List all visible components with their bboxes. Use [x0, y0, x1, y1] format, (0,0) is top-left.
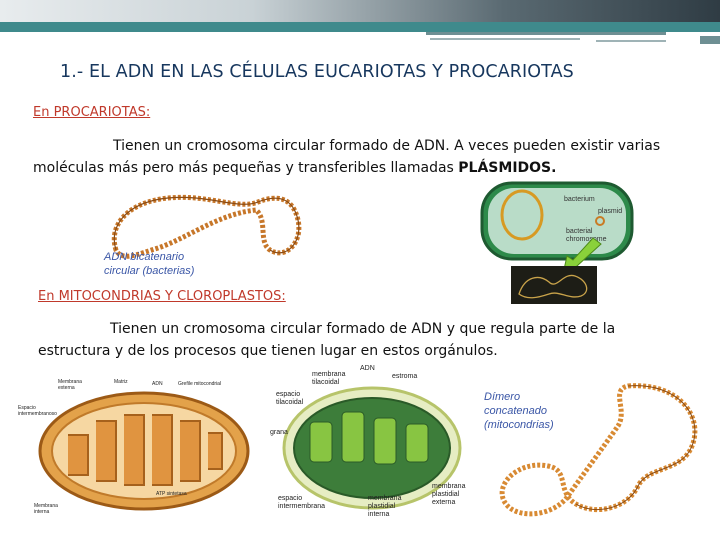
bacterial-dna-label-2: circular (bacterias) — [104, 265, 195, 277]
svg-text:ADN: ADN — [152, 381, 163, 387]
header-gradient — [0, 0, 720, 22]
svg-text:estroma: estroma — [392, 373, 418, 380]
mito-dna-label-1: Dímero — [484, 391, 521, 403]
svg-text:membrana: membrana — [368, 495, 402, 502]
svg-text:plastidial: plastidial — [432, 491, 460, 498]
svg-text:tilacoidal: tilacoidal — [276, 399, 304, 406]
svg-text:intermembranoso: intermembranoso — [18, 411, 57, 417]
section-heading-prokaryotes: En PROCARIOTAS: — [33, 105, 151, 120]
svg-text:Membrana: Membrana — [34, 503, 58, 509]
svg-text:grana: grana — [270, 429, 288, 436]
mito-dna-figure — [478, 376, 714, 526]
svg-text:externa: externa — [58, 385, 75, 391]
mitochondrion-figure — [16, 373, 266, 523]
organelles-text: Tienen un cromosoma circular formado de ADN y que regula parte de la estructura y de los procesos que tienen lugar en estos orgánulos. — [38, 321, 616, 359]
dimer-dna-strand — [576, 386, 695, 510]
svg-text:membrana: membrana — [312, 371, 346, 378]
plasmids-term: PLÁSMIDOS — [458, 160, 552, 176]
slide-header-bar — [0, 0, 720, 24]
chloroplast-figure — [268, 362, 468, 524]
svg-text:espacio: espacio — [276, 391, 301, 398]
chromosome-label-2: chromosome — [566, 236, 607, 243]
svg-text:interna: interna — [34, 509, 50, 515]
svg-text:ATP sintetasa: ATP sintetasa — [156, 491, 187, 497]
prokaryotes-paragraph: Tienen un cromosoma circular formado de ADN. A veces pueden existir varias moléculas más pero más pequeñas y transferibles llamadas PLÁSMIDOS. — [33, 138, 661, 176]
header-teal-band — [0, 22, 720, 32]
header-stripe — [596, 40, 666, 42]
svg-text:Membrana: Membrana — [58, 379, 82, 385]
svg-text:ADN: ADN — [360, 365, 375, 372]
svg-text:interna: interna — [368, 511, 390, 518]
header-stripe — [700, 36, 720, 44]
organelles-paragraph — [38, 318, 678, 362]
svg-text:externa: externa — [432, 499, 456, 506]
prokaryotes-text: Tienen un cromosoma circular formado de ADN. A veces pueden existir varias moléculas más pero más pequeñas y transferibles llamadas — [33, 138, 661, 176]
dna-loop — [114, 197, 299, 256]
svg-text:membrana: membrana — [432, 483, 466, 490]
mito-dna-label-2: concatenado — [484, 405, 547, 417]
plasmid-label: plasmid — [598, 208, 623, 215]
mito-dna-label-3: (mitocondrias) — [484, 419, 554, 431]
svg-text:Grefile mitocondrial: Grefile mitocondrial — [178, 381, 222, 387]
section-heading-organelles: En MITOCONDRIAS Y CLOROPLASTOS: — [38, 289, 286, 304]
svg-text:Matriz: Matriz — [114, 379, 128, 385]
dna-micrograph — [511, 266, 597, 304]
svg-text:Espacio: Espacio — [18, 405, 36, 411]
chromosome-label-1: bacterial — [566, 228, 593, 235]
header-stripe — [426, 32, 666, 35]
svg-text:tilacoidal: tilacoidal — [312, 379, 340, 386]
slide-title: 1.- EL ADN EN LAS CÉLULAS EUCARIOTAS Y PROCARIOTAS — [60, 62, 574, 82]
svg-text:intermembrana: intermembrana — [278, 503, 326, 510]
header-stripe — [430, 38, 580, 40]
svg-text:plastidial: plastidial — [368, 503, 396, 510]
bacterium-label: bacterium — [564, 196, 595, 203]
bacterial-dna-figure — [98, 180, 328, 280]
svg-text:espacio: espacio — [278, 495, 303, 502]
bacterial-dna-label-1: ADN bicatenario — [104, 251, 185, 263]
